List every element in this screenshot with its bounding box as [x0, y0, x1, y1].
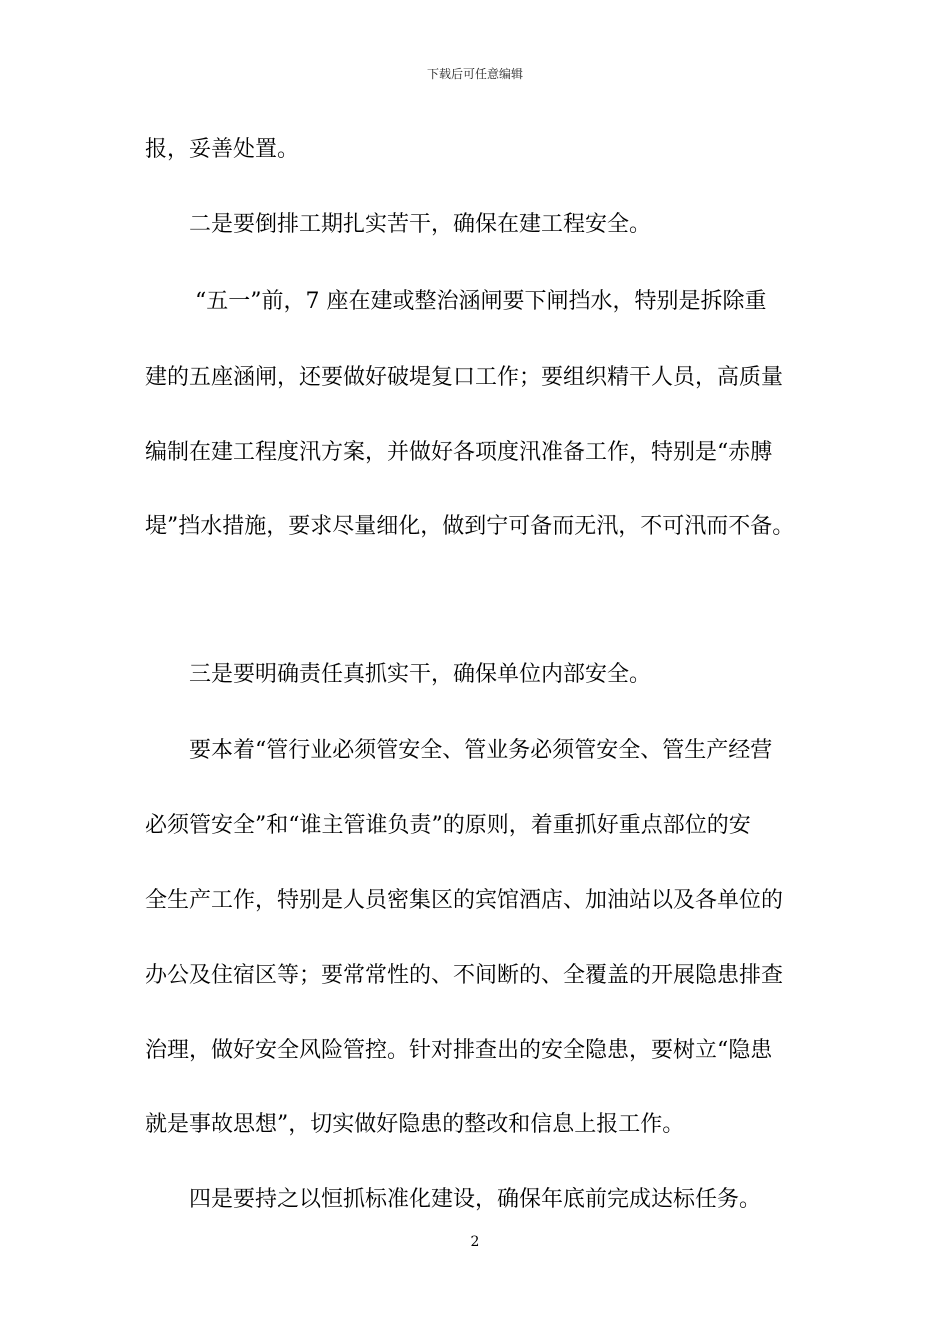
text-line: 必须管安全”和“谁主管谁负责”的原则，着重抓好重点部位的安: [145, 813, 751, 838]
text-line: 就是事故思想”，切实做好隐患的整改和信息上报工作。: [145, 1112, 685, 1137]
text-line: 堤”挡水措施，要求尽量细化，做到宁可备而无汛，不可汛而不备。: [145, 514, 795, 539]
text-line: “五一”前，7 座在建或整治涵闸要下闸挡水，特别是拆除重: [195, 289, 767, 314]
text-line: 要本着“管行业必须管安全、管业务必须管安全、管生产经营: [189, 738, 773, 763]
text-line: 全生产工作，特别是人员密集区的宾馆酒店、加油站以及各单位的: [145, 888, 784, 913]
page-header: 下载后可任意编辑: [426, 67, 523, 81]
text-line: 办公及住宿区等；要常常性的、不间断的、全覆盖的开展隐患排查: [145, 963, 784, 988]
text-line: 报，妥善处置。: [145, 137, 300, 162]
paragraph-heading: 三是要明确责任真抓实干，确保单位内部安全。: [189, 662, 652, 687]
paragraph-heading: 四是要持之以恒抓标准化建设，确保年底前完成达标任务。: [189, 1187, 762, 1212]
page-number: 2: [470, 1234, 480, 1250]
paragraph-heading: 二是要倒排工期扎实苦干，确保在建工程安全。: [189, 212, 652, 237]
text-line: 建的五座涵闸，还要做好破堤复口工作；要组织精干人员，高质量: [145, 365, 784, 390]
text-line: 编制在建工程度汛方案，并做好各项度汛准备工作，特别是“赤膊: [145, 440, 773, 465]
text-line: 治理，做好安全风险管控。针对排查出的安全隐患，要树立“隐患: [145, 1038, 773, 1063]
